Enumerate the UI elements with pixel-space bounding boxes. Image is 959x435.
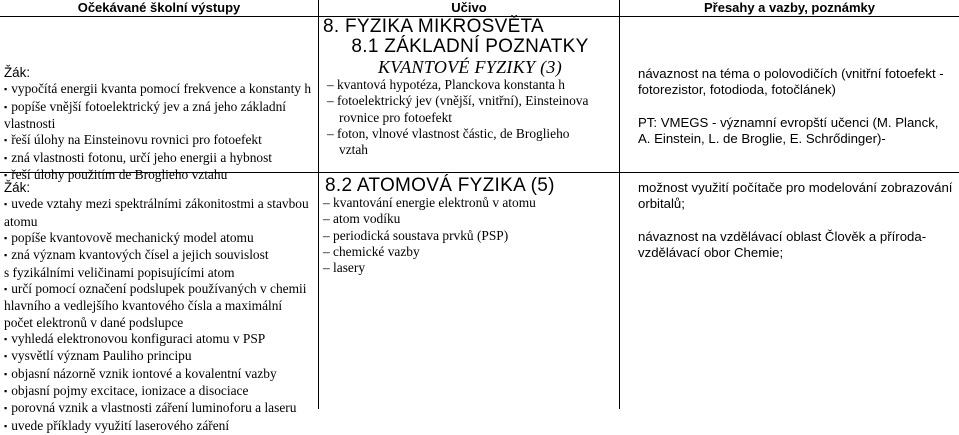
content-item: – chemické vazby <box>323 244 617 260</box>
header-links-notes: Přesahy a vazby, poznámky <box>703 0 875 15</box>
outcome-item: ▪ uvede vztahy mezi spektrálními zákonitostmi a stavbou <box>4 196 316 213</box>
chapter-title: 8. FYZIKA MIKROSVĚTA <box>323 16 545 37</box>
section1-title-line3: KVANTOVÉ FYZIKY (3) <box>377 57 563 77</box>
section1-content-list <box>323 77 617 159</box>
section2-title: 8.2 ATOMOVÁ FYZIKA (5) <box>325 175 555 196</box>
content-item-planck: – kvantová hypotéza, Planckova konstanta h <box>327 77 617 93</box>
outcome-item: ▪ zná význam kvantových čísel a jejich souvislost <box>4 247 316 264</box>
outcome-item: ▪ určí pomocí označení podslupek používaných v chemii <box>4 281 316 298</box>
table-header <box>0 0 959 17</box>
section2-outcomes <box>4 180 316 435</box>
content-item-photoeffect-cont: rovnice pro fotoefekt <box>339 109 453 125</box>
content-item: – atom vodíku <box>323 211 617 227</box>
outcome-item: ▪ řeší úlohy na Einsteinovu rovnici pro fotoefekt <box>4 132 316 149</box>
student-label: Žák: <box>4 65 31 80</box>
outcome-item: ▪ vypočítá energii kvanta pomocí frekvence a konstanty h <box>4 81 316 98</box>
link-spacer <box>638 213 956 229</box>
section1-outcomes <box>4 65 316 184</box>
content-item: – lasery <box>323 260 617 276</box>
outcome-item: ▪ zná vlastnosti fotonu, určí jeho energii a hybnost <box>4 150 316 167</box>
section1-title-line2: 8.1 ZÁKLADNÍ POZNATKY <box>351 36 589 57</box>
outcome-item-cont: atomu <box>4 213 38 229</box>
content-item-photoeffect: – fotoelektrický jev (vnější, vnitřní), Einsteinova <box>327 93 617 109</box>
student-label: Žák: <box>4 180 31 195</box>
section1-curriculum <box>323 17 617 159</box>
outcome-item: ▪ objasní názorně vznik iontové a kovalentní vazby <box>4 366 316 383</box>
outcome-item: ▪ uvede příklady využití laserového záření <box>4 418 316 435</box>
outcome-item: ▪ popíše vnější fotoelektrický jev a zná jeho základní <box>4 99 316 116</box>
link-note: návaznost na téma o polovodičích (vnitřní fotoefekt - <box>638 66 944 81</box>
outcome-item: ▪ vyhledá elektronovou konfiguraci atomu v PSP <box>4 331 316 348</box>
content-item-photon: – foton, vlnové vlastnost částic, de Broglieho <box>327 126 617 142</box>
section2-content-list <box>323 195 617 277</box>
link-note: vzdělávací obor Chemie; <box>638 245 784 261</box>
column-divider-2 <box>619 0 620 409</box>
header-curriculum: Učivo <box>451 0 487 15</box>
section2-curriculum <box>323 176 617 277</box>
link-note: orbitalů; <box>638 196 685 212</box>
link-note: návaznost na vzdělávací oblast Člověk a přírodа- <box>638 228 927 244</box>
content-item: – periodická soustava prvků (PSP) <box>323 228 617 244</box>
section2-links <box>638 180 956 261</box>
link-note: možnost využití počítače pro modelování zobrazování <box>638 180 953 195</box>
outcome-item-cont: počet elektronů v dané podslupce <box>4 314 184 330</box>
content-item-photon-cont: vztah <box>339 142 368 158</box>
link-note: PT: VMEGS - významní evropští učenci (M. Planck, <box>638 114 939 130</box>
link-note: A. Einstein, L. de Broglie, E. Schrődinger)- <box>638 131 886 147</box>
section1-links <box>638 66 956 147</box>
outcome-item: ▪ porovná vznik a vlastnosti záření luminoforu a laseru <box>4 400 316 417</box>
outcome-item: ▪ vysvětlí význam Pauliho principu <box>4 348 316 365</box>
content-item: – kvantování energie elektronů v atomu <box>323 195 617 211</box>
outcome-item: ▪ objasní pojmy excitace, ionizace a disociace <box>4 383 316 400</box>
outcome-item: ▪ popíše kvantovově mechanický model atomu <box>4 230 316 247</box>
outcome-item-cont: hlavního a vedlejšího kvantového čísla a maximální <box>4 298 283 314</box>
link-note: fotorezistor, fotodioda, fotočlánek) <box>638 82 836 98</box>
outcome-item-cont: s fyzikálními veličinami popisujícími atom <box>4 264 235 280</box>
header-expected-outcomes: Očekávané školní výstupy <box>77 0 241 15</box>
column-divider-1 <box>318 0 319 409</box>
outcome-item-cont: vlastnosti <box>4 116 56 132</box>
link-spacer <box>638 99 956 115</box>
outcome-item: ▪ řeší úlohy použitím de Broglieho vztahu <box>4 167 316 184</box>
